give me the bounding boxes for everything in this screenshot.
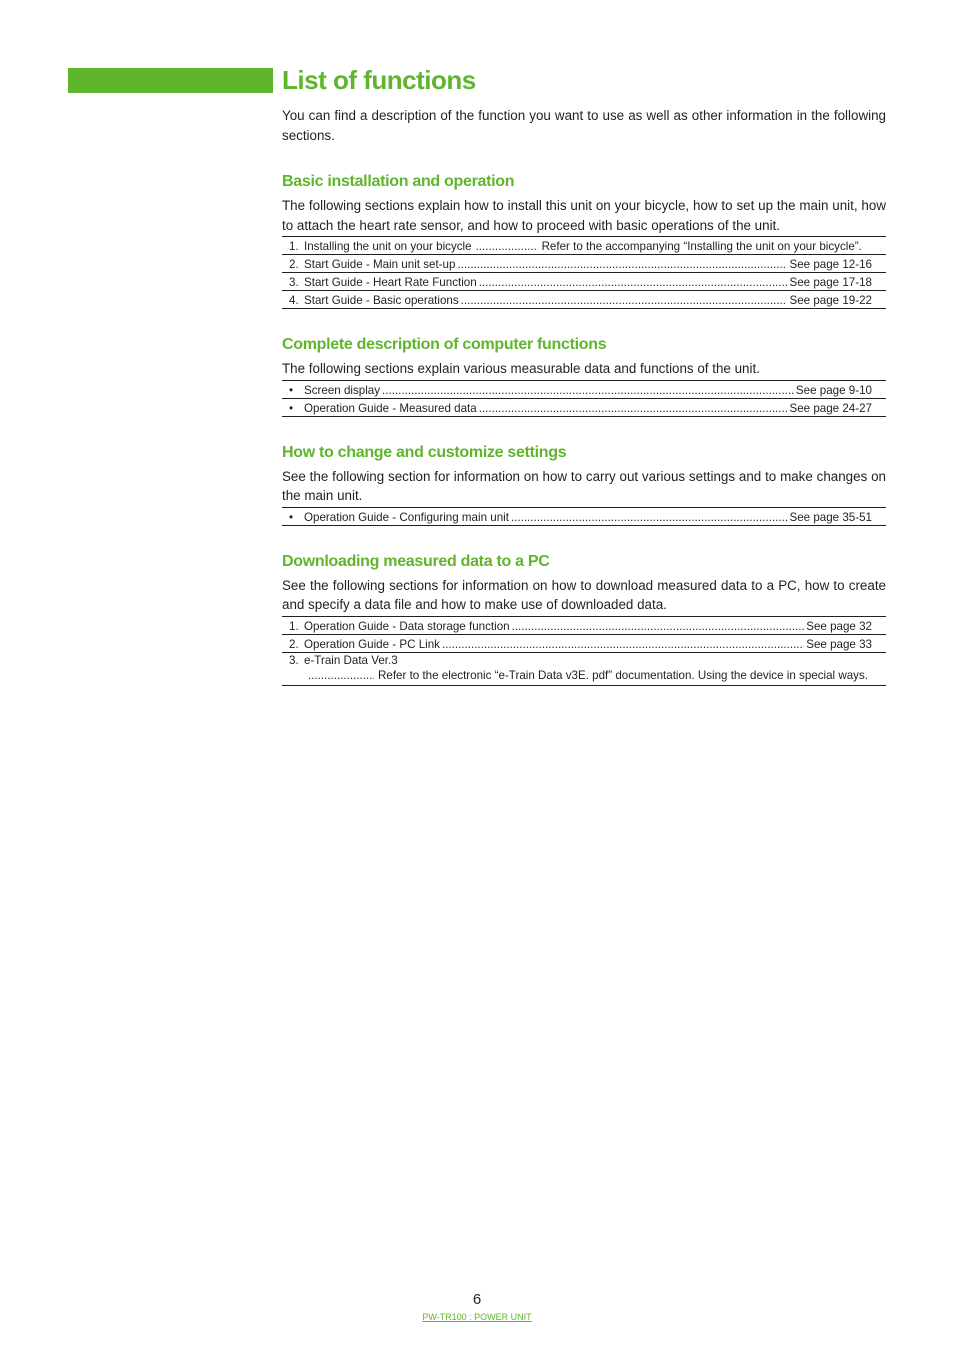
toc-page-ref: See page 24-27 (789, 401, 872, 415)
toc-title: Start Guide - Main unit set-up (304, 258, 456, 271)
toc-page-ref: Refer to the accompanying “Installing the unit on your bicycle”. (541, 240, 862, 253)
toc-page-ref: See page 32 (806, 619, 872, 633)
toc-table (282, 380, 886, 417)
toc-marker: 3. (289, 276, 299, 289)
toc-title: Operation Guide - PC Link (304, 637, 440, 651)
page-number: 6 (472, 1291, 482, 1308)
toc-row (282, 635, 886, 653)
toc-marker: • (289, 401, 294, 415)
toc-title: Screen display (304, 383, 381, 397)
section-text: The following sections explain various measurable data and functions of the unit. (282, 361, 760, 376)
section-download-data (282, 552, 886, 686)
dot-leader (476, 240, 538, 254)
toc-row (282, 237, 886, 255)
dot-leader (479, 276, 788, 290)
toc-page-ref: See page 19-22 (789, 294, 872, 307)
title-accent-bar (68, 68, 273, 93)
section-text: See the following section for information on how to carry out various settings and to make changes on the main unit. (282, 468, 886, 503)
toc-row (282, 255, 886, 273)
toc-page-ref: See page 33 (806, 637, 872, 651)
dot-leader (512, 620, 805, 634)
dot-leader (479, 402, 788, 416)
toc-row (282, 617, 886, 635)
toc-marker: 4. (289, 294, 299, 307)
section-text: See the following sections for information on how to download measured data to a PC, how to create and specify a data file and how to make use of downloaded data. (282, 577, 886, 612)
section-customize-settings (282, 443, 886, 526)
intro-text: You can find a description of the function you want to use as well as other information in the following sections. (282, 108, 886, 143)
section-heading: How to change and customize settings (282, 443, 567, 461)
section-computer-functions (282, 335, 886, 417)
section-basic-installation (282, 172, 886, 309)
toc-table (282, 616, 886, 686)
dot-leader (461, 294, 788, 308)
toc-page-ref: Refer to the electronic “e-Train Data v3E. pdf” documentation. Using the device in special ways. (378, 668, 868, 682)
toc-title: Start Guide - Basic operations (304, 294, 459, 307)
toc-table (282, 507, 886, 526)
toc-page-ref: See page 17-18 (789, 276, 872, 289)
toc-marker: 2. (289, 637, 299, 651)
section-heading: Basic installation and operation (282, 173, 515, 190)
dot-leader (442, 638, 804, 652)
toc-row (282, 273, 886, 291)
toc-marker: • (289, 383, 294, 397)
toc-page-ref: See page 12-16 (789, 258, 872, 271)
toc-row (282, 291, 886, 309)
toc-row (282, 399, 886, 417)
toc-row (282, 508, 886, 526)
toc-row-line (289, 654, 872, 669)
section-heading: Downloading measured data to a PC (282, 552, 550, 570)
toc-title: Operation Guide - Configuring main unit (304, 510, 509, 524)
dot-leader (457, 258, 787, 272)
toc-marker: 2. (289, 258, 299, 271)
main-content (282, 106, 886, 686)
toc-row-line (289, 669, 872, 684)
section-heading: Complete description of computer functions (282, 336, 607, 353)
section-text: The following sections explain how to install this unit on your bicycle, how to set up the main unit, how to attach the heart rate sensor, and how to proceed with basic operations of the unit. (282, 198, 886, 233)
toc-title: Operation Guide - Data storage function (304, 619, 510, 633)
footer-product-name: PW-TR100 : POWER UNIT (422, 1312, 532, 1322)
toc-marker: 1. (289, 240, 299, 253)
toc-marker: 1. (289, 619, 299, 633)
toc-marker: 3. (289, 653, 299, 667)
toc-title: Operation Guide - Measured data (304, 401, 477, 415)
toc-row (282, 653, 886, 686)
toc-table (282, 236, 886, 309)
toc-marker: • (289, 510, 294, 524)
toc-page-ref: See page 35-51 (789, 510, 872, 524)
toc-page-ref: See page 9-10 (795, 383, 872, 397)
toc-row (282, 381, 886, 399)
dot-leader (308, 669, 374, 684)
toc-title: Installing the unit on your bicycle (304, 240, 472, 253)
dot-leader (511, 511, 788, 525)
toc-title: e-Train Data Ver.3 (304, 653, 398, 667)
toc-title: Start Guide - Heart Rate Function (304, 276, 477, 289)
dot-leader (382, 384, 794, 398)
page-title: List of functions (282, 65, 476, 95)
